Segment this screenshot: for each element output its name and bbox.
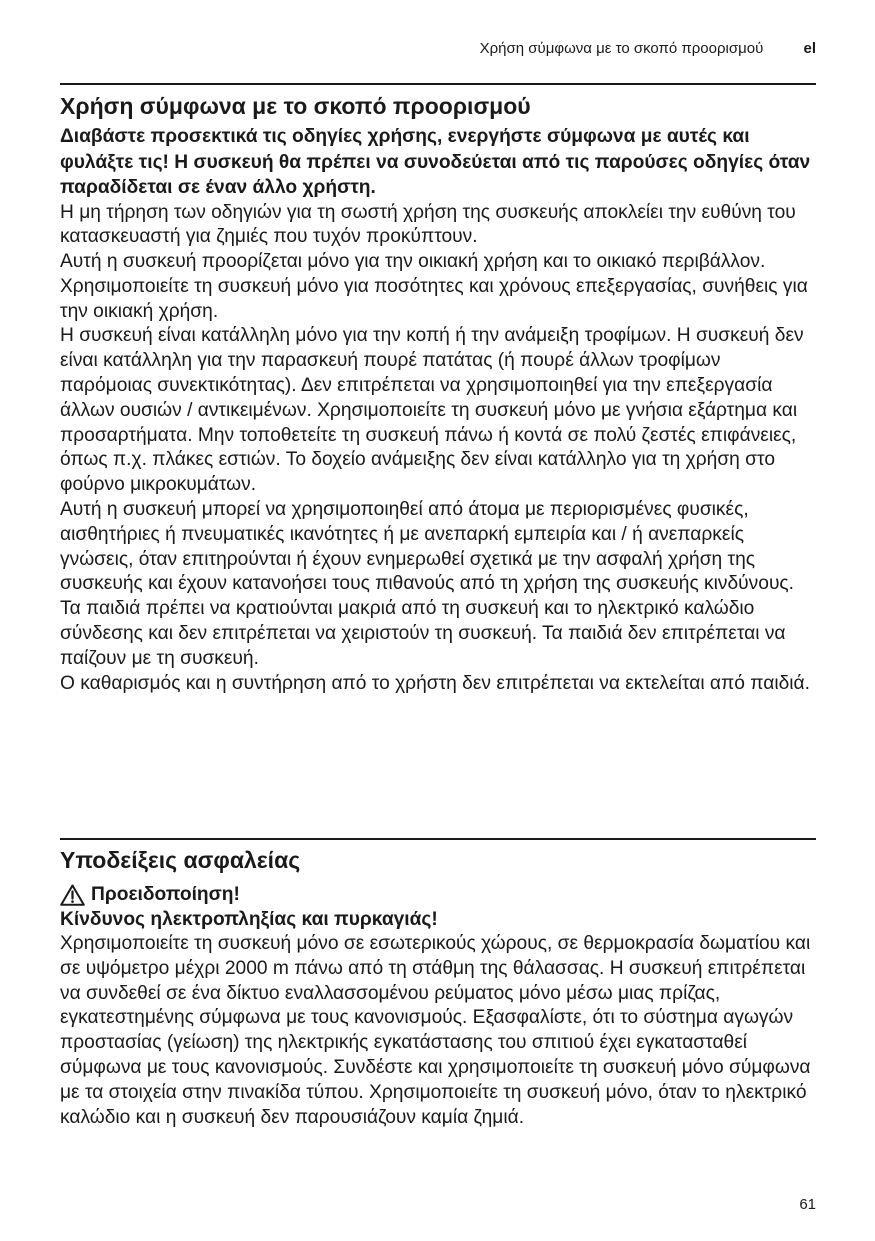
safety-heading: Υποδείξεις ασφαλείας bbox=[60, 847, 301, 873]
body-paragraph: Χρησιμοποιείτε τη συσκευή μόνο σε εσωτερικούς χώρους, σε θερμοκρασία δωματίου και σε υψόμετρο μέχρι 2000 m πάνω από τη στάθμη της θάλασσας. Η συσκευή επιτρέπεται να συνδεθεί σε ένα δίκτυο εναλλασσομένου ρεύματος μόνο μέσω μιας πρίζας, εγκατεστημένης σύμφωνα με τους κανονισμούς. Εξασφαλίστε, ότι το σύστημα αγωγών προστασίας (γείωση) της ηλεκτρικής εγκατάστασης του σπιτιού έχει εγκατασταθεί σύμφωνα με τους κανονισμούς. Συνδέστε και χρησιμοποιείτε τη συσκευή μόνο σύμφωνα με τα στοιχεία στην πινακίδα τύπου. Χρησιμοποιείτε τη συσκευή μόνο, όταν το ηλεκτρικό καλώδιο και η συσκευή δεν παρουσιάζουν καμία ζημιά. bbox=[60, 933, 811, 1128]
body-paragraph: Η μη τήρηση των οδηγιών για τη σωστή χρήση της συσκευής αποκλείει την ευθύνη του κατασκευαστή για ζημιές που τυχόν προκύπτουν. bbox=[60, 201, 796, 248]
page-number: 61 bbox=[799, 1196, 816, 1213]
section-divider bbox=[60, 838, 816, 840]
warning-triangle-icon bbox=[60, 884, 85, 906]
warning-label: Προειδοποίηση! bbox=[91, 884, 240, 905]
running-header-title: Χρήση σύμφωνα με το σκοπό προορισμού bbox=[479, 40, 764, 57]
intended-use-heading: Χρήση σύμφωνα με το σκοπό προορισμού bbox=[60, 93, 531, 119]
safety-section bbox=[60, 846, 816, 1130]
body-paragraph: Αυτή η συσκευή προορίζεται μόνο για την οικιακή χρήση και το οικιακό περιβάλλον. Χρησιμοποιείτε τη συσκευή μόνο για ποσότητες και χρόνους επεξεργασίας, συνήθεις για την οικιακή χρήση. bbox=[60, 251, 808, 322]
body-paragraph: Ο καθαρισμός και η συντήρηση από το χρήστη δεν επιτρέπεται να εκτελείται από παιδιά. bbox=[60, 672, 810, 694]
body-paragraph: Η συσκευή είναι κατάλληλη μόνο για την κοπή ή την ανάμειξη τροφίμων. Η συσκευή δεν είναι κατάλληλη για την παρασκευή πουρέ πατάτας (ή πουρέ άλλων τροφίμων παρόμοιας συνεκτικότητας). Δεν επιτρέπεται να χρησιμοποιηθεί για την επεξεργασία άλλων ουσιών / αντικειμένων. Χρησιμοποιείτε τη συσκευή μόνο με γνήσια εξάρτημα και προσαρτήματα. Μην τοποθετείτε τη συσκευή πάνω ή κοντά σε πολύ ζεστές επιφάνειες, όπως π.χ. πλάκες εστιών. Το δοχείο ανάμειξης δεν είναι κατάλληλο για τη χρήση στο φούρνο μικροκυμάτων. bbox=[60, 325, 804, 496]
header-divider bbox=[60, 83, 816, 85]
body-paragraph: Αυτή η συσκευή μπορεί να χρησιμοποιηθεί από άτομα με περιορισμένες φυσικές, αισθητήριες ή πνευματικές ικανότητες ή με ανεπαρκή εμπειρία και / ή ανεπαρκείς γνώσεις, όταν επιτηρούνται ή έχουν ενημερωθεί σχετικά με την ασφαλή χρήση της συσκευής και έχουν κατανοήσει τους πιθανούς από τη χρήση της συσκευής κινδύνους. Τα παιδιά πρέπει να κρατιούνται μακριά από τη συσκευή και το ηλεκτρικό καλώδιο σύνδεσης και δεν επιτρέπεται να χειριστούν τη συσκευή. Τα παιδιά δεν επιτρέπεται να παίζουν με τη συσκευή. bbox=[60, 499, 795, 669]
hazard-title: Κίνδυνος ηλεκτροπληξίας και πυρκαγιάς! bbox=[60, 909, 438, 930]
intended-use-section bbox=[60, 92, 816, 696]
running-header bbox=[480, 40, 816, 58]
language-code: el bbox=[803, 40, 816, 57]
warning-notice bbox=[60, 882, 816, 907]
intro-instructions: Διαβάστε προσεκτικά τις οδηγίες χρήσης, ενεργήστε σύμφωνα με αυτές και φυλάξτε τις! Η συσκευή θα πρέπει να συνοδεύεται από τις παρούσες οδηγίες όταν παραδίδεται σε έναν άλλο χρήστη. bbox=[60, 126, 811, 198]
document-page bbox=[60, 0, 816, 1241]
